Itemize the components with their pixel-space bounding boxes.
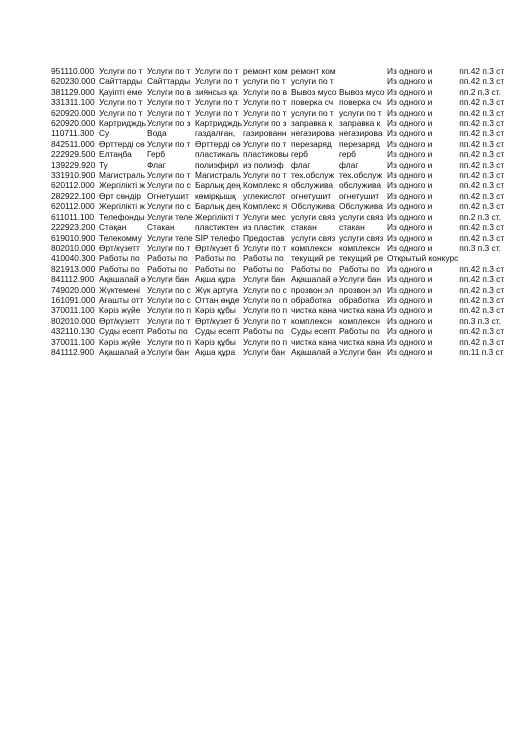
table-row [50,76,505,86]
spec-ru-cell: из пластик [243,222,285,233]
spec-kz-cell: Картридждь [195,118,242,129]
code-cell: 161091.000 [51,294,96,305]
spec-kz-cell: Услуги по т [195,97,239,108]
basis-cell: пп.42 п.3 ст [459,66,505,76]
extra-kz-cell: услуги по т [291,76,334,87]
spec-ru-cell: Работы по [243,326,284,337]
spec-ru-cell: Услуги по п [243,294,288,305]
name-ru-cell: Услуги по т [147,242,191,253]
method-cell: Из одного и [387,305,433,316]
code-cell: 620112.000 [51,180,95,191]
code-cell: 331910.900 [51,170,96,181]
method-cell: Из одного и [387,180,433,191]
name-ru-cell: Флаг [147,159,166,170]
spec-kz-cell: зиянсыз қа [195,86,238,97]
spec-kz-cell: полиэфирл [195,159,239,170]
method-cell: Из одного и [387,107,433,118]
method-cell: Из одного и [387,149,433,160]
extra-ru-cell: негазирова [339,128,383,139]
basis-cell: пп.42 п.3 ст [459,263,505,274]
spec-ru-cell: Работы по [243,263,284,274]
basis-cell: пп.42 п.3 ст [459,305,505,316]
table-row [50,118,505,128]
method-cell: Из одного и [387,284,433,295]
spec-kz-cell: Магистраль [195,170,242,181]
code-cell: 842511.000 [51,138,95,149]
spec-ru-cell: услуги по т [243,76,286,87]
method-cell: Из одного и [387,128,433,139]
name-kz-cell: Услуги по т [99,107,143,118]
extra-ru-cell: комплексн [339,315,380,326]
basis-cell: пп.3 п.3 ст. [459,242,501,253]
extra-ru-cell: Работы по [339,326,380,337]
method-cell: Из одного и [387,66,433,76]
spec-kz-cell: Суды есепт [195,326,241,337]
extra-kz-cell: чистка кана [291,305,337,316]
spec-ru-cell: Услуги по п [243,336,288,347]
code-cell: 619010.900 [51,232,96,243]
name-kz-cell: Жергілікті ж [99,180,145,191]
extra-kz-cell: ремонт ком [291,66,336,76]
method-cell: Из одного и [387,294,433,305]
extra-ru-cell: чистка кана [339,305,385,316]
name-kz-cell: Работы по [99,263,140,274]
basis-cell: пп.42 п.3 ст [459,294,505,305]
spec-ru-cell: Комплекс я [243,201,288,212]
name-ru-cell: Услуги по с [147,294,191,305]
spec-ru-cell: Услуги по в [243,86,288,97]
name-kz-cell: Су [99,128,110,139]
extra-kz-cell: герб [291,149,308,160]
name-ru-cell: Услуги по с [147,284,191,295]
table-row [50,285,505,295]
name-ru-cell: Услуги по с [147,180,191,191]
basis-cell: пп.42 п.3 ст [459,128,505,139]
basis-cell: пп.42 п.3 ст [459,284,505,295]
code-cell: 802010.000 [51,242,96,253]
name-kz-cell: Телекомму [99,232,142,243]
name-ru-cell: Услуги по т [147,315,191,326]
basis-cell [458,253,505,263]
basis-cell: пп.42 п.3 ст [459,138,505,149]
code-cell: 841112.900 [51,274,95,285]
method-cell: Из одного и [387,76,433,87]
code-cell: 749020.000 [51,284,96,295]
extra-ru-cell: тех.обслуж [339,170,383,181]
code-cell: 331311.100 [51,97,95,108]
extra-kz-cell: заправка к [291,118,333,129]
basis-cell: пп.42 п.3 ст [459,336,505,347]
spec-ru-cell: Услуги по т [243,170,287,181]
code-cell: 841112.900 [51,346,95,357]
basis-cell: пп.42 п.3 ст [459,97,505,108]
spec-kz-cell: Кәріз құбы [195,336,236,347]
extra-ru-cell: поверка сч [339,97,382,108]
table-row [50,305,505,315]
name-ru-cell: Услуги по т [147,66,191,76]
code-cell: 381129.000 [51,86,95,97]
method-cell: Из одного и [387,138,433,149]
basis-cell: пп.42 п.3 ст [459,180,505,191]
name-kz-cell: Магистраль [99,170,146,181]
name-kz-cell: Ту [99,159,108,170]
name-kz-cell: Өрттерді сө [99,138,145,149]
code-cell: 282922.100 [51,190,96,201]
extra-kz-cell: поверка сч [291,97,334,108]
name-kz-cell: Өрт сөндір [99,190,142,201]
extra-kz-cell: услуги связ [291,232,336,243]
extra-ru-cell: услуги связ [339,232,384,243]
table-row [50,243,505,253]
name-ru-cell: Герб [147,149,166,160]
name-ru-cell: Сайттарды [147,76,191,87]
spec-ru-cell: Услуги по т [243,138,287,149]
code-cell: 139229.920 [51,159,96,170]
name-kz-cell: Услуги по т [99,66,143,76]
table-body [50,66,505,357]
name-ru-cell: Услуги по т [147,107,191,118]
spec-ru-cell: Услуги по п [243,305,288,316]
extra-kz-cell: услуги по т [291,107,334,118]
basis-cell: пп.42 п.3 ст [459,274,505,285]
extra-kz-cell: комплексн [291,242,332,253]
extra-ru-cell: Обслужива [339,201,383,212]
spec-kz-cell: Работы по [195,263,236,274]
spec-kz-cell: газдалған, [195,128,236,139]
name-ru-cell: Вода [147,128,167,139]
spec-ru-cell: Услуги по т [243,315,287,326]
basis-cell: пп.42 п.3 ст [459,170,505,181]
spec-kz-cell: Барлық дең [195,180,241,191]
table-row [50,108,505,118]
extra-kz-cell: Обслужива [291,201,335,212]
spec-ru-cell: ремонт ком [243,66,288,76]
name-kz-cell: Стақан [99,222,127,233]
spec-kz-cell: пластикаль [195,149,240,160]
table-row [50,212,505,222]
name-ru-cell: Услуги по в [147,86,192,97]
extra-ru-cell: заправка к [339,118,381,129]
extra-kz-cell: огнетушит [291,190,332,201]
extra-ru-cell: Вывоз мусо [339,86,385,97]
extra-ru-cell: обработка [339,294,380,305]
name-kz-cell: Сайттарды [99,76,143,87]
name-ru-cell: Услуги по п [147,336,192,347]
name-kz-cell: Картридждь [99,118,146,129]
table-row [50,295,505,305]
name-ru-cell: Услуги по т [147,170,191,181]
code-cell: 611011.100 [51,211,95,222]
extra-kz-cell: стакан [291,222,317,233]
code-cell: 821913.000 [51,263,96,274]
extra-kz-cell: Работы по [291,263,332,274]
basis-cell: пп.42 п.3 ст [459,118,505,129]
spec-ru-cell: Услуги по т [243,107,287,118]
name-kz-cell: Телефонды [99,211,145,222]
name-kz-cell: Өрт/күзетт [99,242,140,253]
code-cell: 110711.300 [51,128,95,139]
spec-ru-cell: Услуги по т [243,242,287,253]
spec-ru-cell: пластиковы [243,149,289,160]
basis-cell: пп.42 п.3 ст [459,76,505,87]
extra-ru-cell: комплексн [339,242,380,253]
table-row [50,66,505,76]
table-row [50,326,505,336]
table-row [50,180,505,190]
method-cell: Из одного и [387,326,433,337]
extra-kz-cell: перезаряд [291,138,332,149]
extra-kz-cell: обслужива [291,180,334,191]
extra-ru-cell: Услуги бан [339,346,381,357]
method-cell: Из одного и [387,211,433,222]
code-cell: 370011.100 [51,336,95,347]
name-ru-cell: Услуги по т [147,97,191,108]
extra-kz-cell: текущий ре [291,253,336,264]
spec-kz-cell: Жергілікті т [195,211,240,222]
basis-cell: пп.42 п.3 ст [459,107,505,118]
name-ru-cell: Стакан [147,222,175,233]
extra-ru-cell: прозвон эл [339,284,382,295]
spec-kz-cell: Услуги по т [195,76,239,87]
spec-kz-cell: Өрт/күзет б [195,242,240,253]
name-ru-cell: Услуги бан [147,346,189,357]
spec-ru-cell: Работы по [243,253,284,264]
name-ru-cell: Услуги теле [147,211,193,222]
code-cell: 222929.500 [51,149,96,160]
spec-ru-cell: газированн [243,128,287,139]
table-row [50,347,505,357]
extra-kz-cell: Ақашалай ә [291,274,338,285]
method-cell: Из одного и [387,201,433,212]
spec-kz-cell: Ақша құра [195,346,236,357]
code-cell: 620920.000 [51,107,96,118]
extra-ru-cell [338,76,386,86]
table-row [50,160,505,170]
method-cell: Из одного и [387,263,433,274]
code-cell: 370011.100 [51,305,95,316]
spec-kz-cell: SIP телефо [195,232,240,243]
basis-cell: пп.42 п.3 ст [459,159,505,170]
extra-ru-cell: обслужива [339,180,382,191]
name-kz-cell: Қауіпті еме [99,86,143,97]
name-kz-cell: Кәріз жүйе [99,336,141,347]
table-row [50,337,505,347]
name-ru-cell: Работы по [147,263,188,274]
basis-cell: пп.11 п.3 ст [459,346,504,357]
table-row [50,170,505,180]
extra-ru-cell: услуги по т [339,107,382,118]
spec-kz-cell: көмірқышқ [195,190,236,201]
method-cell: Из одного и [387,274,433,285]
name-ru-cell: Работы по [147,326,188,337]
table-row [50,222,505,232]
extra-kz-cell: комплексн [291,315,332,326]
spec-kz-cell: Услуги по т [195,107,239,118]
method-cell: Из одного и [387,232,433,243]
table-row [50,87,505,97]
basis-cell: пп.2 п.3 ст. [459,211,501,222]
extra-ru-cell: стакан [339,222,365,233]
method-cell: Из одного и [387,118,433,129]
basis-cell: пп.42 п.3 ст [459,149,505,160]
basis-cell: пп.42 п.3 ст [459,190,505,201]
extra-kz-cell: Суды есепт [291,326,337,337]
name-ru-cell: Огнетушит [147,190,189,201]
spec-ru-cell: Предостав [243,232,285,243]
extra-kz-cell: прозвон эл [291,284,334,295]
code-cell: 951110.000 [51,66,95,76]
name-kz-cell: Жүктемені [99,284,140,295]
extra-ru-cell: Работы по [339,263,380,274]
code-cell: 432110.130 [51,326,95,337]
table-row [50,97,505,107]
basis-cell: пп.42 п.3 ст [459,232,505,243]
table-row [50,316,505,326]
method-cell: Из одного и [387,170,433,181]
name-ru-cell: Услуги по т [147,138,191,149]
name-kz-cell: Услуги по т [99,97,143,108]
table-row [50,264,505,274]
extra-kz-cell: тех.обслуж [291,170,335,181]
extra-ru-cell: перезаряд [339,138,380,149]
name-kz-cell: Ақашалай ә [99,274,146,285]
extra-ru-cell: флаг [339,159,359,170]
extra-kz-cell: негазирова [291,128,335,139]
table-row [50,233,505,243]
basis-cell: пп.42 п.3 ст [459,201,505,212]
method-cell: Из одного и [387,159,433,170]
spec-kz-cell: Услуги по т [195,66,239,76]
extra-kz-cell: услуги связ [291,211,336,222]
name-ru-cell: Работы по [147,253,188,264]
name-kz-cell: Работы по [99,253,140,264]
name-kz-cell: Ағашты отт [99,294,144,305]
extra-kz-cell: чистка кана [291,336,337,347]
code-cell: 620112.000 [51,201,95,212]
spec-kz-cell: Өрт/күзет б [195,315,240,326]
name-ru-cell: Услуги по з [147,118,191,129]
spec-kz-cell: Ақша құра [195,274,236,285]
spec-kz-cell: пластиктен [195,222,239,233]
code-cell: 802010.000 [51,315,96,326]
extra-ru-cell: услуги связ [339,211,384,222]
basis-cell: пп.42 п.3 ст [459,326,505,337]
extra-kz-cell: флаг [291,159,311,170]
method-cell: Из одного и [387,315,433,326]
procurement-table [50,66,505,357]
spec-kz-cell: Өрттерді сө [195,138,241,149]
table-row [50,201,505,211]
code-cell: 222923.200 [51,222,96,233]
spec-ru-cell: углекислот [243,190,286,201]
basis-cell: пп.3 п.3 ст. [459,315,501,326]
method-cell: Из одного и [387,346,433,357]
spec-ru-cell: Услуги по т [243,97,287,108]
spec-ru-cell: Услуги бан [243,346,285,357]
table-row [50,191,505,201]
spec-kz-cell: Барлық дең [195,201,241,212]
table-row [50,139,505,149]
extra-ru-cell: Услуги бан [339,274,381,285]
spec-ru-cell: Услуги по с [243,284,287,295]
extra-ru-cell: герб [339,149,356,160]
spec-ru-cell: из полиэф [243,159,284,170]
name-kz-cell: Жергілікті ж [99,201,145,212]
name-kz-cell: Суды есепт [99,326,145,337]
spec-ru-cell: Услуги мес [243,211,286,222]
name-kz-cell: Ақашалай ә [99,346,146,357]
table-row [50,253,505,263]
method-cell: Из одного и [387,86,433,97]
method-cell: Из одного и [387,97,433,108]
name-kz-cell: Кәріз жүйе [99,305,141,316]
method-cell: Из одного и [387,242,433,253]
name-ru-cell: Услуги по п [147,305,192,316]
spec-ru-cell: Услуги по з [243,118,287,129]
name-ru-cell: Услуги бан [147,274,189,285]
spec-kz-cell: Оттан өңде [195,294,240,305]
method-cell: Из одного и [387,190,433,201]
name-kz-cell: Елтаңба [99,149,132,160]
table-row [50,149,505,159]
extra-kz-cell: Вывоз мусо [291,86,337,97]
name-ru-cell: Услуги теле [147,232,193,243]
spec-kz-cell: Кәріз құбы [195,305,236,316]
table-row [50,274,505,284]
code-cell: 410040.300 [51,253,96,264]
extra-ru-cell: текущий ре [339,253,384,264]
name-ru-cell: Услуги по с [147,201,191,212]
extra-kz-cell: Ақашалай ә [291,346,338,357]
spec-kz-cell: Жүк артуға [195,284,238,295]
method-cell: Открытый конкурс [387,253,459,264]
extra-ru-cell: огнетушит [339,190,380,201]
table-row [50,128,505,138]
spec-ru-cell: Услуги бан [243,274,285,285]
method-cell: Из одного и [387,336,433,347]
spec-kz-cell: Работы по [195,253,236,264]
basis-cell: пп.42 п.3 ст [459,222,505,233]
extra-ru-cell [338,66,386,76]
extra-ru-cell: чистка кана [339,336,385,347]
extra-kz-cell: обработка [291,294,332,305]
spec-ru-cell: Комплекс я [243,180,288,191]
code-cell: 620230.000 [51,76,96,87]
basis-cell: пп.2 п.3 ст. [459,86,501,97]
code-cell: 620920.000 [51,118,96,129]
name-kz-cell: Өрт/күзетт [99,315,140,326]
method-cell: Из одного и [387,222,433,233]
